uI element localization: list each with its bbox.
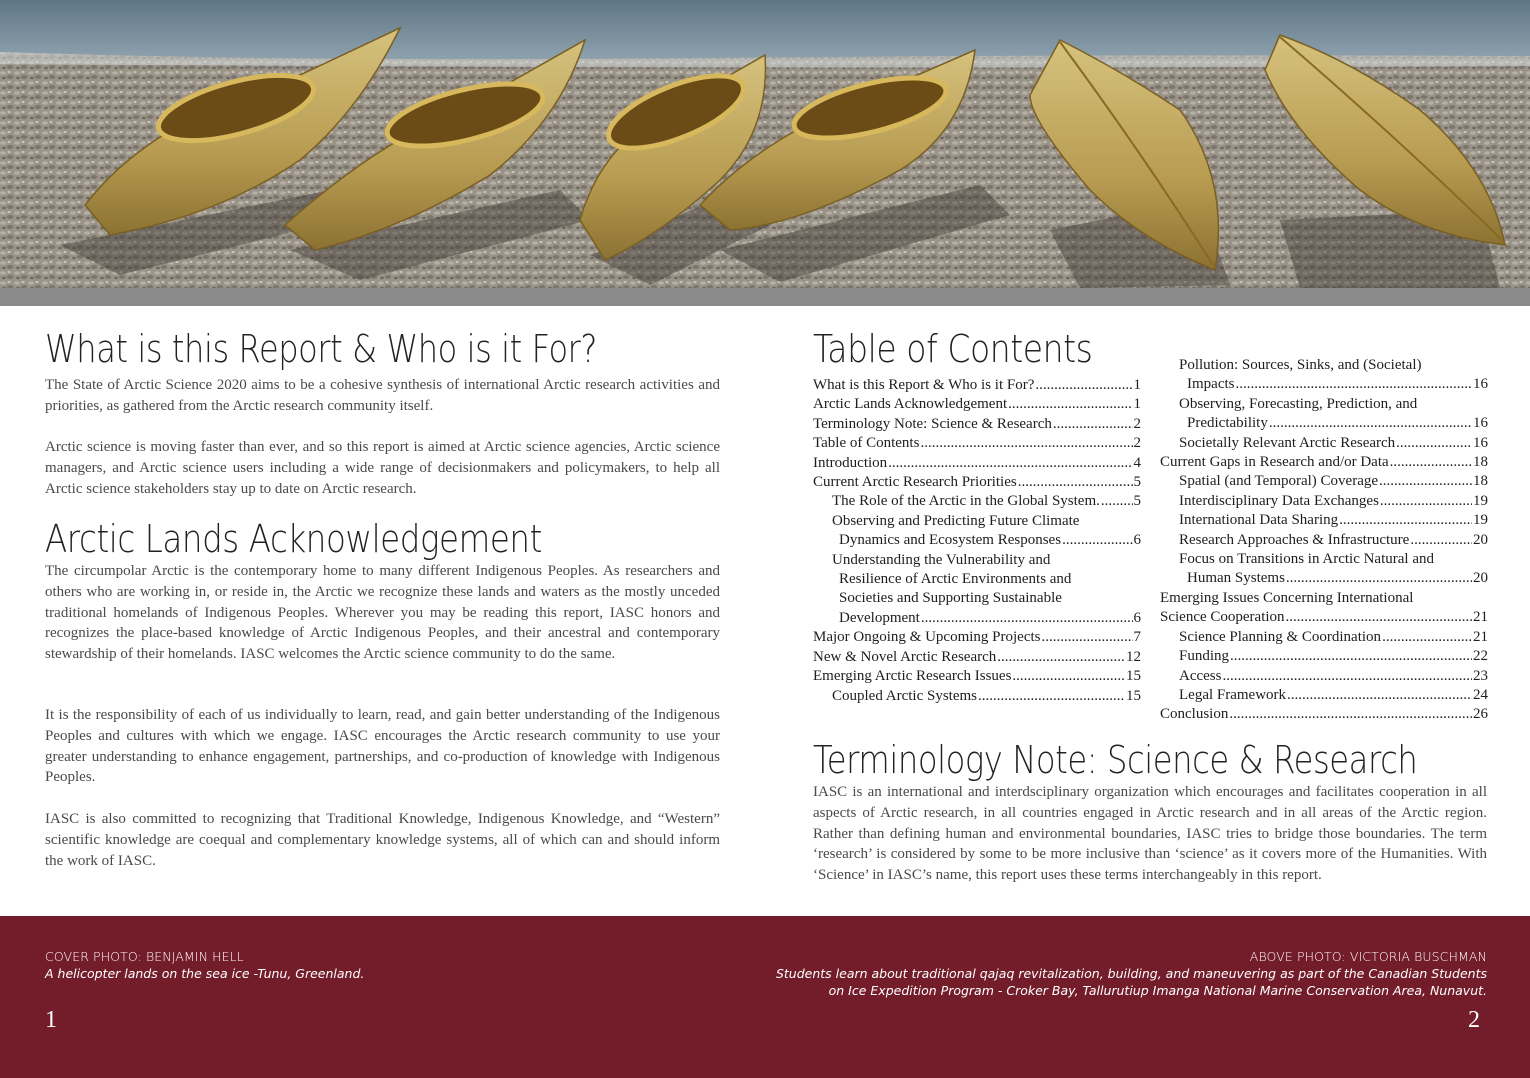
toc-leader-dots xyxy=(1379,472,1472,491)
report-heading: What is this Report & Who is it For? xyxy=(45,327,598,371)
toc-entry[interactable] xyxy=(1160,531,1488,550)
toc-entry-page: 22 xyxy=(1473,648,1488,665)
toc-entry[interactable] xyxy=(1160,569,1488,588)
cover-photo-caption: A helicopter lands on the sea ice -Tunu, Greenland. xyxy=(45,966,365,981)
toc-entry[interactable] xyxy=(1160,647,1488,666)
toc-entry-page: 2 xyxy=(1133,435,1141,452)
toc-leader-dots xyxy=(1287,686,1472,705)
kayaks-photo xyxy=(0,0,1530,288)
toc-entry-page: 4 xyxy=(1133,454,1141,471)
toc-entry-title: Development xyxy=(839,609,920,626)
lands-paragraph-2: It is the responsibility of each of us individually to learn, read, and gain better understanding of the Indigenous Peoples and cultures with which we engage. IASC encourages the Arctic research community to use your greater understanding to enhance engagement, partnerships, and co-production of knowledge with Indigenous Peoples. xyxy=(45,707,720,786)
report-paragraph-1: The State of Arctic Science 2020 aims to be a cohesive synthesis of international Arctic research activities and priorities, as gathered from the Arctic research community itself. xyxy=(45,377,720,414)
toc-entry-page: 23 xyxy=(1473,667,1488,684)
toc-entry-page: 16 xyxy=(1473,434,1488,451)
above-photo-caption-line-2: on Ice Expedition Program - Croker Bay, Tallurutiup Imanga National Marine Conservation Area, Nunavut. xyxy=(828,983,1487,998)
toc-entry-title: Observing, Forecasting, Prediction, and xyxy=(1179,395,1418,412)
toc-entry-page: 6 xyxy=(1133,609,1141,626)
toc-leader-dots xyxy=(1012,667,1125,686)
toc-entry[interactable] xyxy=(813,648,1141,667)
toc-entry-title: Societally Relevant Arctic Research xyxy=(1179,434,1396,451)
cover-photo-credit: COVER PHOTO: BENJAMIN HELL xyxy=(45,949,244,964)
toc-entry-title: Societies and Supporting Sustainable xyxy=(839,590,1062,607)
toc-entry-page: 18 xyxy=(1473,473,1488,490)
toc-entry-title: Dynamics and Ecosystem Responses xyxy=(839,532,1062,549)
toc-entry-title: Science Planning & Coordination xyxy=(1179,628,1382,645)
toc-entry-title: Focus on Transitions in Arctic Natural and xyxy=(1179,551,1434,568)
toc-entry-title: Pollution: Sources, Sinks, and (Societal) xyxy=(1179,357,1422,373)
toc-entry-title: Table of Contents xyxy=(813,435,920,452)
toc-entry[interactable] xyxy=(1160,686,1488,705)
toc-entry-title: Conclusion xyxy=(1160,706,1229,723)
toc-leader-dots xyxy=(978,687,1125,706)
toc-entry[interactable] xyxy=(813,531,1141,550)
lands-heading: Arctic Lands Acknowledgement xyxy=(45,517,542,561)
toc-column-2 xyxy=(1160,356,1488,725)
toc-entry-page: 1 xyxy=(1133,377,1141,393)
toc-entry[interactable] xyxy=(1160,375,1488,394)
toc-entry-page: 21 xyxy=(1473,609,1488,626)
toc-entry[interactable] xyxy=(813,376,1141,395)
toc-entry[interactable] xyxy=(813,473,1141,492)
toc-entry[interactable] xyxy=(1160,608,1488,627)
toc-entry[interactable] xyxy=(1160,628,1488,647)
toc-leader-dots xyxy=(1286,569,1472,588)
toc-leader-dots xyxy=(1101,492,1133,511)
toc-entry-page: 1 xyxy=(1133,396,1141,413)
toc-leader-dots xyxy=(921,609,1133,628)
toc-heading: Table of Contents xyxy=(813,327,1093,371)
toc-entry-title: What is this Report & Who is it For? xyxy=(813,377,1035,393)
toc-leader-dots xyxy=(1382,628,1472,647)
toc-leader-dots xyxy=(1053,415,1133,434)
toc-entry-page: 16 xyxy=(1473,415,1488,432)
toc-entry-page: 20 xyxy=(1473,531,1488,548)
toc-entry-title: Introduction xyxy=(813,454,888,471)
terminology-heading: Terminology Note: Science & Research xyxy=(813,738,1418,782)
toc-entry-page: 7 xyxy=(1133,629,1141,646)
toc-entry-title: Emerging Issues Concerning International xyxy=(1160,589,1414,606)
toc-entry[interactable] xyxy=(813,434,1141,453)
toc-entry-title: Spatial (and Temporal) Coverage xyxy=(1179,473,1379,490)
photo-credits-footer xyxy=(0,916,1530,1078)
toc-entry[interactable] xyxy=(813,589,1141,608)
toc-leader-dots xyxy=(1041,628,1132,647)
toc-entry[interactable] xyxy=(813,395,1141,414)
toc-entry[interactable] xyxy=(1160,667,1488,686)
toc-entry-title: Understanding the Vulnerability and xyxy=(832,551,1051,568)
toc-entry-title: Human Systems xyxy=(1187,570,1285,587)
toc-entry[interactable] xyxy=(813,609,1141,628)
toc-leader-dots xyxy=(1269,414,1472,433)
toc-leader-dots xyxy=(1018,473,1133,492)
toc-entry-page: 19 xyxy=(1473,492,1488,509)
toc-entry-title: New & Novel Arctic Research xyxy=(813,648,997,665)
toc-entry-title: Coupled Arctic Systems xyxy=(832,687,977,704)
toc-leader-dots xyxy=(1230,647,1472,666)
toc-entry-title: Funding xyxy=(1179,648,1230,665)
photo-divider-band xyxy=(0,288,1530,306)
toc-entry[interactable] xyxy=(1160,511,1488,530)
toc-entry-title: Major Ongoing & Upcoming Projects xyxy=(813,629,1041,646)
toc-entry-page: 2 xyxy=(1133,415,1141,432)
toc-column-1 xyxy=(813,376,1141,706)
toc-entry[interactable] xyxy=(813,570,1141,589)
toc-leader-dots xyxy=(1062,531,1132,550)
toc-entry-page: 19 xyxy=(1473,512,1488,529)
toc-entry[interactable] xyxy=(1160,414,1488,433)
toc-entry-page: 18 xyxy=(1473,454,1488,471)
toc-leader-dots xyxy=(1286,608,1472,627)
toc-entry[interactable] xyxy=(1160,453,1488,472)
toc-leader-dots xyxy=(997,648,1125,667)
toc-entry[interactable] xyxy=(1160,492,1488,511)
page-number-right: 2 xyxy=(1468,1007,1480,1033)
toc-entry-title: International Data Sharing xyxy=(1179,512,1339,529)
toc-leader-dots xyxy=(1008,395,1132,414)
lands-paragraph-1: The circumpolar Arctic is the contemporary home to many different Indigenous Peoples. As researchers and others who are working in, or reside in, the Arctic we recognize these lands and waters as the mostly unceded traditional homelands of Indigenous Peoples. Wherever you may be reading this report, IASC honors and recognizes the place-based knowledge of Arctic Indigenous Peoples, and their ancestral and contemporary stewardship of their homelands. IASC welcomes the Arctic science community to do the same. xyxy=(45,563,720,663)
toc-leader-dots xyxy=(1410,531,1472,550)
toc-entry-title: Terminology Note: Science & Research xyxy=(813,415,1052,432)
toc-entry[interactable] xyxy=(1160,705,1488,724)
toc-entry[interactable] xyxy=(1160,589,1488,608)
toc-entry-title: The Role of the Arctic in the Global System. xyxy=(832,493,1100,510)
toc-entry-page: 5 xyxy=(1133,493,1141,510)
toc-entry-page: 5 xyxy=(1133,474,1141,491)
toc-entry-title: Current Arctic Research Priorities xyxy=(813,474,1017,491)
above-photo-caption-line-1: Students learn about traditional qajaq revitalization, building, and maneuvering as part of the Canadian Students xyxy=(775,966,1487,981)
toc-leader-dots xyxy=(1380,492,1472,511)
toc-leader-dots xyxy=(1390,453,1472,472)
toc-entry[interactable] xyxy=(813,628,1141,647)
toc-entry-title: Predictability xyxy=(1187,415,1268,432)
lands-paragraph-3: IASC is also committed to recognizing that Traditional Knowledge, Indigenous Knowledge, and “Western” scientific knowledge are coequal and complementary knowledge systems, all of which can and should inform the work of IASC. xyxy=(45,811,720,869)
toc-entry-title: Research Approaches & Infrastructure xyxy=(1179,531,1410,548)
toc-entry[interactable] xyxy=(813,667,1141,686)
toc-leader-dots xyxy=(888,454,1132,473)
toc-leader-dots xyxy=(1222,667,1472,686)
above-photo-credit: ABOVE PHOTO: VICTORIA BUSCHMAN xyxy=(1249,949,1487,964)
toc-entry-page: 24 xyxy=(1473,686,1488,703)
toc-entry[interactable] xyxy=(813,492,1141,511)
page-number-left: 1 xyxy=(45,1007,57,1033)
toc-entry-title: Current Gaps in Research and/or Data xyxy=(1160,454,1389,471)
toc-entry-title: Interdisciplinary Data Exchanges xyxy=(1179,492,1379,509)
toc-entry[interactable] xyxy=(1160,550,1488,569)
toc-entry-title: Resilience of Arctic Environments and xyxy=(839,571,1072,588)
toc-entry[interactable] xyxy=(1160,395,1488,414)
toc-leader-dots xyxy=(920,434,1132,453)
kayaks-illustration xyxy=(0,0,1530,288)
toc-leader-dots xyxy=(1229,705,1472,724)
toc-entry-title: Legal Framework xyxy=(1179,686,1287,703)
toc-entry-title: Observing and Predicting Future Climate xyxy=(832,512,1080,529)
toc-entry-title: Emerging Arctic Research Issues xyxy=(813,668,1012,685)
toc-entry[interactable] xyxy=(813,551,1141,570)
toc-entry-page: 15 xyxy=(1126,668,1141,685)
toc-entry-title: Arctic Lands Acknowledgement xyxy=(813,396,1008,413)
toc-entry-page: 21 xyxy=(1473,628,1488,645)
toc-entry-page: 6 xyxy=(1133,532,1141,549)
toc-entry-page: 16 xyxy=(1473,376,1488,393)
toc-leader-dots xyxy=(1339,511,1472,530)
toc-entry[interactable] xyxy=(813,512,1141,531)
toc-entry[interactable] xyxy=(1160,356,1488,375)
toc-leader-dots xyxy=(1396,434,1472,453)
toc-leader-dots xyxy=(1035,376,1132,395)
terminology-paragraph: IASC is an international and interdsciplinary organization which encourages and facilitates cooperation in all aspects of Arctic research, in all countries engaged in Arctic research and in all areas of the Arctic region. Rather than defining human and environmental boundaries, IASC tries to bridge those boundaries. The term ‘research’ is considered by some to be more inclusive than ‘science’ as it covers more of the Humanities. With ‘Science’ in IASC’s name, this report uses these terms interchangeably in this report. xyxy=(813,784,1487,884)
report-paragraph-2: Arctic science is moving faster than ever, and so this report is aimed at Arctic science agencies, Arctic science managers, and Arctic science users including a wide range of decisionmakers and policymakers, to help all Arctic science stakeholders stay up to date on Arctic research. xyxy=(45,439,720,497)
toc-entry[interactable] xyxy=(813,415,1141,434)
toc-entry-title: Science Cooperation xyxy=(1160,609,1285,626)
toc-entry-page: 15 xyxy=(1126,687,1141,704)
toc-entry-page: 26 xyxy=(1473,706,1488,723)
toc-entry-title: Impacts xyxy=(1187,376,1235,393)
toc-entry[interactable] xyxy=(1160,472,1488,491)
toc-entry[interactable] xyxy=(1160,434,1488,453)
toc-entry[interactable] xyxy=(813,454,1141,473)
toc-entry[interactable] xyxy=(813,687,1141,706)
toc-entry-page: 20 xyxy=(1473,570,1488,587)
toc-entry-title: Access xyxy=(1179,667,1222,684)
toc-entry-page: 12 xyxy=(1126,648,1141,665)
toc-leader-dots xyxy=(1235,375,1472,394)
